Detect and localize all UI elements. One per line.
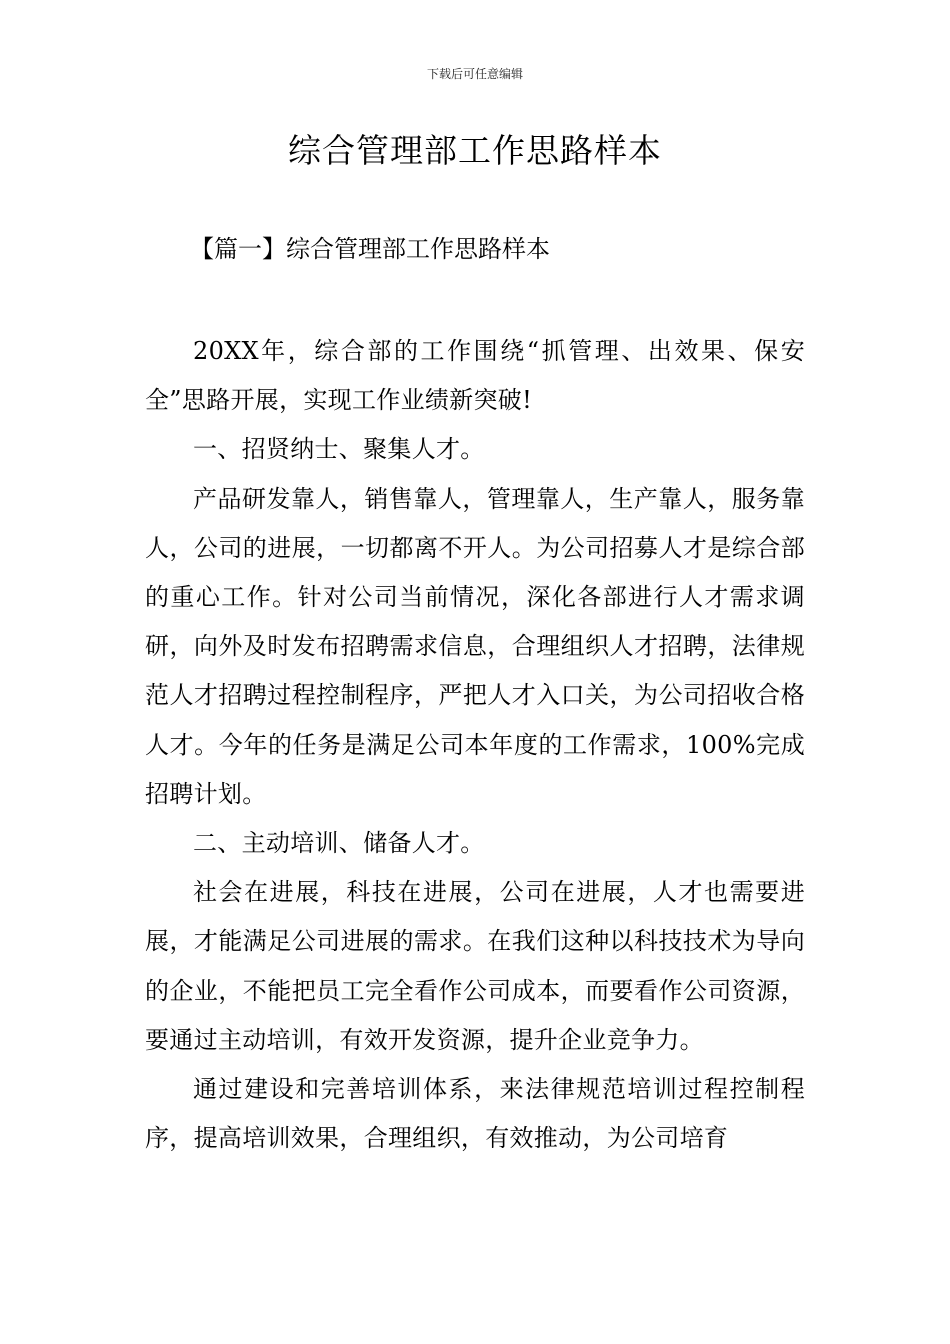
document-title: 综合管理部工作思路样本 (288, 131, 662, 170)
section-heading: 【篇一】综合管理部工作思路样本 (190, 235, 550, 263)
paragraph-heading-1: 一、招贤纳士、聚集人才。 (193, 435, 485, 464)
paragraph-heading-2: 二、主动培训、储备人才。 (193, 829, 485, 858)
paragraph-recruitment: 产品研发靠人，销售靠人，管理靠人，生产靠人，服务靠人，公司的进展，一切都离不开人。为公司招募人才是综合部的重心工作。针对公司当前情况，深化各部进行人才需求调研，向外及时发布招聘需求信息，合理组织人才招聘，法律规范人才招聘过程控制程序，严把人才入口关，为公司招收合格人才。今年的任务是满足公司本年度的工作需求，100%完成招聘计划。 (145, 484, 805, 808)
header-note: 下载后可任意编辑 (426, 67, 523, 81)
paragraph-intro: 20XX年，综合部的工作围绕“抓管理、出效果、保安全”思路开展，实现工作业绩新突破! (145, 337, 805, 415)
paragraph-training-system: 通过建设和完善培训体系，来法律规范培训过程控制程序，提高培训效果，合理组织，有效推动，为公司培育 (145, 1075, 805, 1153)
paragraph-training: 社会在进展，科技在进展，公司在进展，人才也需要进展，才能满足公司进展的需求。在我们这种以科技技术为导向的企业，不能把员工完全看作公司成本，而要看作公司资源，要通过主动培训，有效开发资源，提升企业竞争力。 (145, 878, 805, 1054)
document-body (145, 327, 805, 1163)
